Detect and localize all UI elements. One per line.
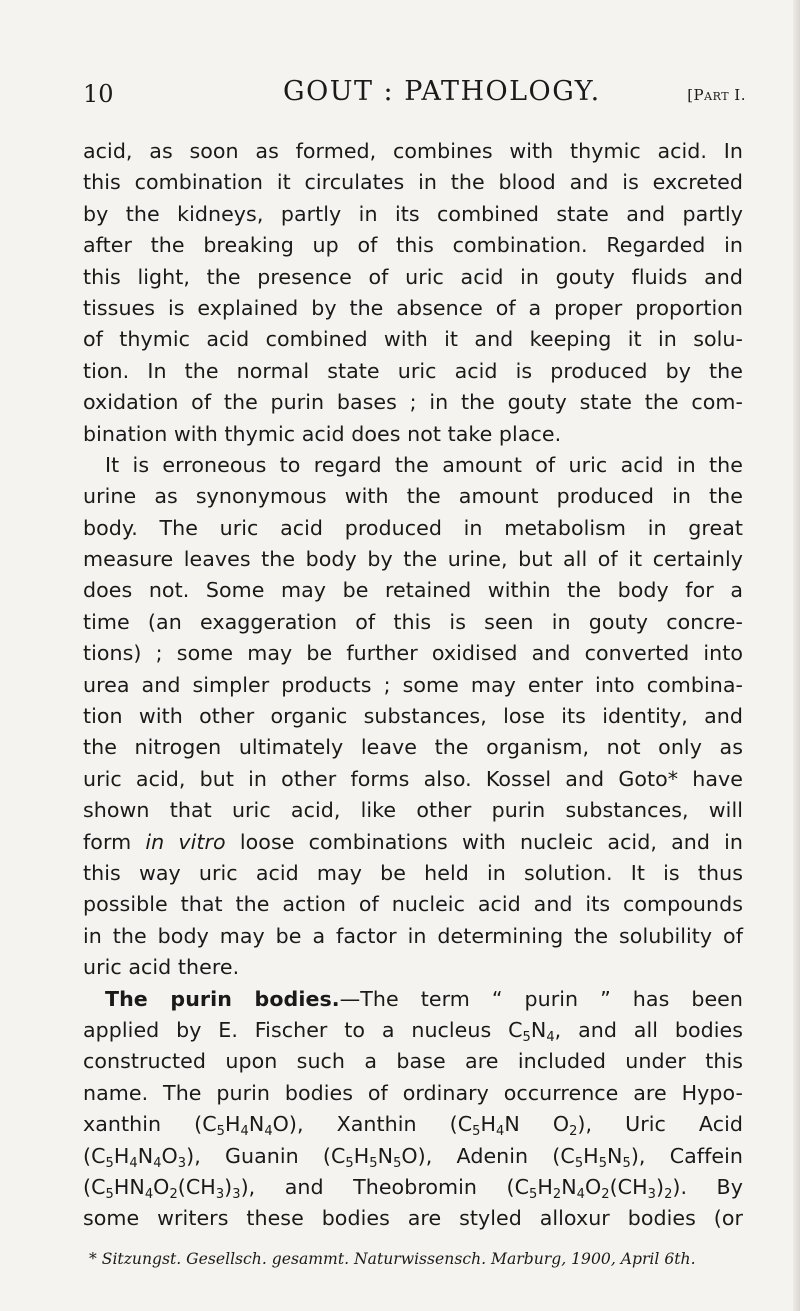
text-line: measure leaves the body by the urine, but all of it certainly: [83, 547, 743, 572]
text-line: urea and simpler products ; some may enter into combina-: [83, 672, 743, 697]
page-number: 10: [83, 80, 114, 108]
compound-uric-acid: Uric Acid: [625, 1112, 743, 1137]
text-line: in the body may be a factor in determining the solubility of: [83, 923, 743, 948]
text-line: The purin bodies.—The term “ purin ” has been: [105, 986, 743, 1011]
compound-guanin: Guanin: [224, 1143, 299, 1168]
text-line: this way uric acid may be held in solution. It is thus: [83, 860, 743, 885]
compound-theobromin: Theobromin: [353, 1174, 478, 1199]
text-line: oxidation of the purin bases ; in the gouty state the com-: [83, 390, 743, 415]
footnote: * Sitzungst. Gesellsch. gesammt. Naturwissensch. Marburg, 1900, April 6th.: [89, 1250, 696, 1268]
text-line: constructed upon such a base are included under this: [83, 1049, 743, 1074]
text-line: form in vitro loose combinations with nucleic acid, and in: [83, 829, 744, 854]
running-head: [83, 76, 746, 110]
text-line: time (an exaggeration of this is seen in gouty concre-: [83, 609, 743, 634]
text-line: the nitrogen ultimately leave the organism, not only as: [83, 735, 743, 760]
text-line: $(C_5H_4N_4O_3)$, Guanin $(C_5H_5N_5O)$, Adenin $(C_5H_5N_5)$, Caffein: [83, 1143, 743, 1171]
chapter-title: GOUT : PATHOLOGY.: [283, 76, 601, 107]
text-line: applied by E. Fischer to a nucleus $C_5N_4$, and all bodies: [83, 1017, 743, 1045]
latin-phrase: in vitro: [145, 829, 226, 854]
text-line: shown that uric acid, like other purin substances, will: [83, 798, 743, 823]
text-line: tions) ; some may be further oxidised and converted into: [83, 641, 743, 666]
text-line: this light, the presence of uric acid in gouty fluids and: [83, 264, 743, 289]
text-line: tissues is explained by the absence of a proper proportion: [83, 295, 743, 320]
compound-xanthin: Xanthin: [336, 1112, 417, 1137]
compound-caffein: Caffein: [669, 1143, 743, 1168]
text-line: name. The purin bodies of ordinary occurrence are Hypo-: [83, 1080, 743, 1105]
text-line: by the kidneys, partly in its combined state and partly: [83, 201, 743, 226]
text-line: xanthin $(C_5H_4N_4O)$, Xanthin ($C_5H_4N$ $O_2$), Uric Acid: [83, 1112, 743, 1140]
text-line: this combination it circulates in the blood and is excreted: [83, 170, 743, 195]
body-text: [83, 136, 743, 1235]
section-heading: The purin bodies.: [105, 986, 340, 1011]
text-line: urine as synonymous with the amount produced in the: [83, 484, 743, 509]
text-line: bination with thymic acid does not take place.: [83, 421, 562, 446]
compound-adenin: Adenin: [456, 1143, 529, 1168]
text-line: tion with other organic substances, lose its identity, and: [83, 704, 743, 729]
text-line: body. The uric acid produced in metabolism in great: [83, 515, 743, 540]
text-line: It is erroneous to regard the amount of uric acid in the: [105, 452, 743, 477]
text-line: possible that the action of nucleic acid and its compounds: [83, 892, 743, 917]
text-line: $(C_5HN_4O_2(CH_3)_3)$, and Theobromin $(C_5H_2N_4O_2(CH_3)_2)$. By: [83, 1174, 743, 1202]
text-line: tion. In the normal state uric acid is produced by the: [83, 358, 743, 383]
text-line: does not. Some may be retained within the body for a: [83, 578, 743, 603]
text-line: after the breaking up of this combination. Regarded in: [83, 233, 743, 258]
text-line: uric acid, but in other forms also. Kossel and Goto* have: [83, 766, 743, 791]
page-edge: [793, 0, 800, 1311]
part-label: [PART I.: [687, 86, 746, 104]
text-line: some writers these bodies are styled alloxur bodies (or: [83, 1206, 743, 1231]
text-line: of thymic acid combined with it and keeping it in solu-: [83, 327, 743, 352]
text-line: uric acid there.: [83, 955, 240, 980]
text-line: acid, as soon as formed, combines with thymic acid. In: [83, 139, 743, 163]
